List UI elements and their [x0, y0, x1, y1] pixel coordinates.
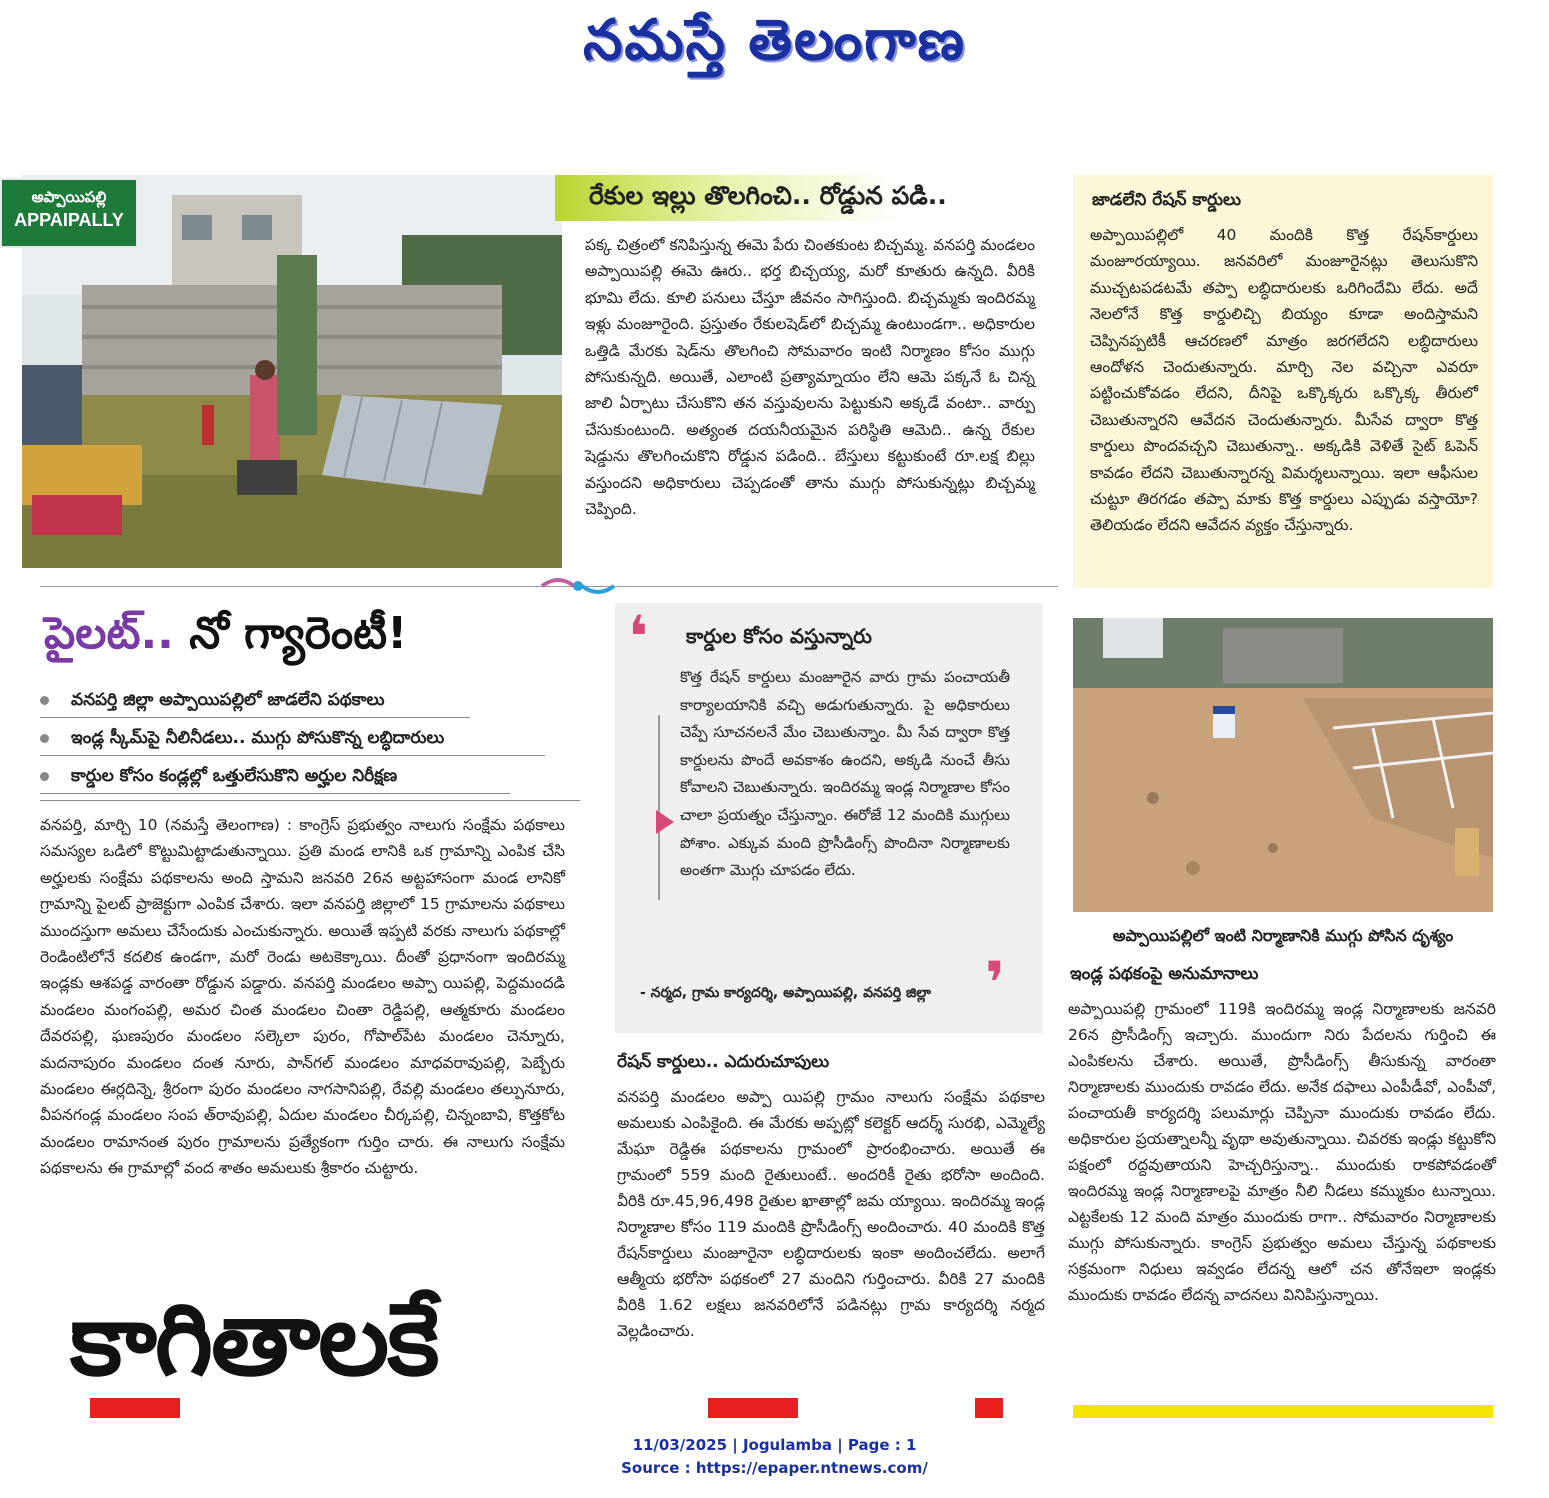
bullet-item — [40, 728, 545, 756]
bullet-item — [40, 766, 510, 794]
main-body: వనపర్తి, మార్చి 10 (నమస్తే తెలంగాణ) : కాంగ్రెస్ ప్రభుత్వం నాలుగు సంక్షేమ పథకాలు సమస్యల ఒడిలో కొట్టుమిట్టాడుతున్నాయి. ప్రతి మండ లానికి ఒక గ్రామాన్ని ఎంపిక చేసి అర్హులకు సంక్షేమ పథకాలను అంది స్తామని జనవరి 26న అట్టహాసంగా మండ లానికో గ్రామాన్ని పైలట్ ప్రాజెక్టుగా ఎంపిక చేశారు. ఇలా వనపర్తి జిల్లాలో 15 గ్రామాలను పథకాలు ముందస్తుగా అమలు చేసేందుకు ఎంచుకున్నారు. అయితే ఇప్పటి వరకు నాలుగు పథకాల్లో రెండింటిలోనే కదలిక ఉండగా, మరో రెండు అటకెక్కాయి. దీంతో ప్రధానంగా ఇందిరమ్మ ఇండ్లకు ఆశపడ్డ వారంతా రోడ్డున పడ్డారు. వనపర్తి మండలం అప్పా యిపల్లి, పెద్దమందడి మండలం మంగంపల్లి, అమర చింత మండలం చింతా రెడ్డిపల్లి, ఆత్మకూరు మండలం దేవరపల్లి, ఘణపురం మండలం సల్కెలా పురం, గోపాల్‌పేట మండలం చెన్నూరు, మదనాపురం మండలం దంత నూరు, పాన్‌గల్ మండలం మాధవరావుపల్లి, పెబ్బేరు మండలం ఈర్లదిన్నె, శ్రీరంగా పురం మండలం నాగసానిపల్లి, రేవల్లి మండలం తల్పునూరు, వీపనగండ్ల మండలం సంప త్‌రావుపల్లి, ఏదుల మండలం చీర్కపల్లి, చిన్నంబావి, కొత్తకోట మండలం రామానంత పురం గ్రామాలను ప్రత్యేకంగా గుర్తిం చారు. ఈ నాలుగు సంక్షేమ పథకాలను ఈ గ్రామాల్లో వంద శాతం అమలుకు శ్రీకారం చుట్టారు. — [40, 816, 565, 1178]
masthead: నమస్తే తెలంగాణ — [583, 8, 966, 73]
photo-construction-plot-image — [1073, 618, 1493, 912]
footer-date-line: 11/03/2025 | Jogulamba | Page : 1 — [632, 1436, 917, 1454]
bullet-text: కార్డుల కోసం కండ్లల్లో ఒత్తులేసుకొని అర్హుల నిరీక్షణ — [71, 766, 398, 786]
bullet-bottom-rule — [40, 800, 580, 801]
sidebar1-headline: జాడలేని రేషన్ కార్డులు — [1092, 190, 1241, 210]
bullet-text: ఇండ్ల స్కీమ్‌పై నీలినీడలు.. ముగ్గు పోసుకొన్న లబ్ధిదారులు — [71, 728, 445, 748]
bullet-item — [40, 690, 470, 718]
quote-headline: కార్డుల కోసం వస్తున్నారు — [686, 624, 872, 648]
bullet-dot-icon — [40, 696, 49, 705]
quote-open-icon: ❛ — [628, 603, 649, 671]
bullet-text: వనపర్తి జిల్లా అప్పాయిపల్లిలో జాడలేని పథకాలు — [71, 690, 385, 710]
red-accent-bar — [90, 1398, 180, 1418]
story3-headline: ఇండ్ల పథకంపై అనుమానాలు — [1070, 964, 1259, 984]
yellow-accent-bar — [1073, 1405, 1493, 1418]
quote-attribution: - నర్మద, గ్రామ కార్యదర్శి, అప్పాయిపల్లి, వనపర్తి జిల్లా — [640, 985, 931, 1001]
main-headline-part1: పైలట్.. — [44, 608, 174, 659]
photo-construction-plot — [1073, 618, 1493, 912]
quote-side-rule — [658, 715, 660, 900]
story2-headline: రేషన్ కార్డులు.. ఎదురుచూపులు — [617, 1052, 830, 1072]
village-sign-english: APPAIPALLY — [14, 210, 124, 230]
story3-body: అప్పాయిపల్లి గ్రామంలో 119కి ఇందిరమ్మ ఇండ్ల నిర్మాణాలకు జనవరి 26న ప్రొసీడింగ్స్ ఇచ్చారు. ముందుగా నిరు పేదలను గుర్తించి ఈ ఎంపికలను చేశారు. అయితే, ప్రొసీడింగ్స్ తీసుకున్న వారంతా నిర్మాణాలకు ముందుకు రావడం లేదు. అనేక దఫాలు ఎంపీడీవో, ఎంపీవో, పంచాయతీ కార్యదర్శి పలుమార్లు చెప్పినా ముందుకు రావడం లేదు. అధికారుల ప్రయత్నాలన్నీ వృథా అవుతున్నాయి. చివరకు ఇండ్లు కట్టుకోని పక్షంలో రద్దవుతాయని హెచ్చరిస్తున్నా.. ముందుకు రాకపోవడంతో ఇందిరమ్మ ఇండ్ల నిర్మాణాలపై మాత్రం నీలి నీడలు కమ్ముకుం టున్నాయి. ఎట్టకేలకు 12 మంది మాత్రం ముందుకు రాగా.. సోమవారం నిర్మాణాలకు ముగ్గు పోసుకున్నారు. కాంగ్రెస్ ప్రభుత్వం అమలు చేస్తున్న పథకాలకు సక్రమంగా నిధులు ఇవ్వడం లేదన్న ఆలో చన తోనేఇలా ఇండ్లకు ముందుకు రావడం లేదన్న వాదనలు వినిపిస్తున్నాయి. — [1068, 1000, 1496, 1304]
red-accent-bar — [975, 1398, 1003, 1418]
footer-source-line: Source : https://epaper.ntnews.com/ — [621, 1459, 928, 1477]
sidebar1-body: అప్పాయిపల్లిలో 40 మందికి కొత్త రేషన్‌కార్డులు మంజూరయ్యాయి. జనవరిలో మంజూరైనట్లు తెలుసుకొని ముచ్చటపడటమే తప్పా లబ్ధిదారులకు ఒరిగిందేమి లేదు. అదే నెలలోనే కొత్త కార్డులిచ్చి బియ్యం కూడా అందిస్తామని చెప్పినప్పటికీ ఆచరణలో మాత్రం జరగలేదని లబ్ధిదారులు ఆందోళన చెందుతున్నారు. మార్చి నెల వచ్చినా ఎవరూ పట్టించుకోవడం లేదని, దీనిపై ఒక్కొక్కరు ఒక్కొక్క తీరులో చెబుతున్నారని ఆవేదన చెందుతున్నారు. మీసేవ ద్వారా కొత్త కార్డులు పొందవచ్చని చెబుతున్నా.. అక్కడికి వెళితే సైట్ ఓపెన్ కావడం లేదని చెబుతున్నారన్న విమర్శలున్నాయి. ఇలా ఆఫీసుల చుట్టూ తిరగడం తప్పా మాకు కొత్త కార్డులు ఎప్పుడు వస్తాయో? తెలియడం లేదని ఆవేదన వ్యక్తం చేస్తున్నారు. — [1090, 226, 1478, 535]
bullet-dot-icon — [40, 772, 49, 781]
quote-arrow-icon — [656, 810, 674, 834]
bullet-dot-icon — [40, 734, 49, 743]
big-word-headline: కాగితాలకే — [70, 1281, 438, 1398]
red-accent-bar — [708, 1398, 798, 1418]
divider-ornament-icon — [538, 574, 618, 598]
village-sign-telugu: అప్పాయిపల్లి — [31, 188, 107, 206]
photo2-caption: అప్పాయిపల్లిలో ఇంటి నిర్మాణానికి ముగ్గు పోసిన దృశ్యం — [1112, 926, 1454, 945]
main-headline-part2: నో గ్యారెంటీ! — [189, 608, 408, 659]
quote-close-icon: ❜ — [985, 949, 1006, 1017]
main-headline — [44, 608, 564, 672]
quote-body: కొత్త రేషన్ కార్డులు మంజూరైన వారు గ్రామ పంచాయతీ కార్యాలయానికి వచ్చి అడుగుతున్నారు. పై అధికారులు చెప్పే సూచనలనే మేం చెబుతున్నాం. మీ సేవ ద్వారా కొత్త కార్డులను పొందే అవకాశం ఉందని, అక్కడి నుంచే తీసు కోవాలని చెబుతున్నారు. ఇందిరమ్మ ఇండ్ల నిర్మాణాల కోసం చాలా ప్రయత్నం చేస్తున్నాం. ఈరోజే 12 మందికి ముగ్గులు పోశాం. ఎక్కువ మంది ప్రొసీడింగ్స్ పొందినా నిర్మాణాలకు అంతగా మొగ్గు చూపడం లేదు. — [680, 668, 1010, 880]
story2-body: వనపర్తి మండలం అప్పా యిపల్లి గ్రామం నాలుగు సంక్షేమ పథకాల అమలుకు ఎంపికైంది. ఈ మేరకు అప్పట్లో కలెక్టర్ ఆదర్శ్ సురభి, ఎమ్మెల్యే మేఘా రెడ్డిఈ పథకాలను గ్రామంలో ప్రారంభించారు. అయితే ఈ గ్రామంలో 559 మంది రైతులుంటే.. అందరికీ రైతు భరోసా అందింది. వీరికి రూ.45,96,498 రైతుల ఖాతాల్లో జమ య్యాయి. ఇందిరమ్మ ఇండ్ల నిర్మాణాల కోసం 119 మందికి ప్రొసీడింగ్స్ అందించారు. 40 మందికి కొత్త రేషన్‌కార్డులు మంజూరైనా లబ్ధిదారులకు ఇంకా అందించలేదు. అలాగే ఆత్మీయ భరోసా పథకంలో 27 మందిని గుర్తించారు. వీరికి 27 మందికి వీరికి 1.62 లక్షలు జనవరిలోనే పడినట్లు గ్రామ కార్యదర్శి నర్మద వెల్లడించారు. — [617, 1088, 1045, 1340]
story1-headline: రేకుల ఇల్లు తొలగించి.. రోడ్డున పడి.. — [555, 175, 1050, 221]
village-sign — [0, 178, 138, 248]
story1-body: పక్క చిత్రంలో కనిపిస్తున్న ఈమె పేరు చింతకుంట బిచ్చమ్మ. వనపర్తి మండలం అప్పాయిపల్లి ఈమె ఊరు.. భర్త బిచ్చయ్య, మరో కూతురు ఉన్నది. వీరికి భూమి లేదు. కూలి పనులు చేస్తూ జీవనం సాగిస్తుంది. బిచ్చమ్మకు ఇందిరమ్మ ఇళ్లు మంజూరైంది. ప్రస్తుతం రేకులషెడ్‌లో బిచ్చమ్మ ఉంటుండగా.. అధికారుల ఒత్తిడి మేరకు షెడ్‌ను తొలగించి సోమవారం ఇంటి నిర్మాణం కోసం ముగ్గు పోసుకున్నది. అయితే, ఎలాంటి ప్రత్యామ్నాయం లేని ఆమె పక్కనే ఓ చిన్న జాలి ఏర్పాటు చేసుకొని తన వస్తువులను పెట్టుకుని అక్కడే వంటా.. వార్పు చేసుకుంటుంది. అత్యంత దయనీయమైన పరిస్థితి ఆమెది.. ఉన్న రేకుల షెడ్డును తొలగించుకొని రోడ్డున పడింది.. బేస్తులు కట్టుకుంటే రూ.లక్ష బిల్లు వస్తుందని అధికారులు చెప్పడంతో తాను ముగ్గు పోసుకున్నట్లు బిచ్చమ్మ చెప్పింది. — [585, 236, 1035, 519]
